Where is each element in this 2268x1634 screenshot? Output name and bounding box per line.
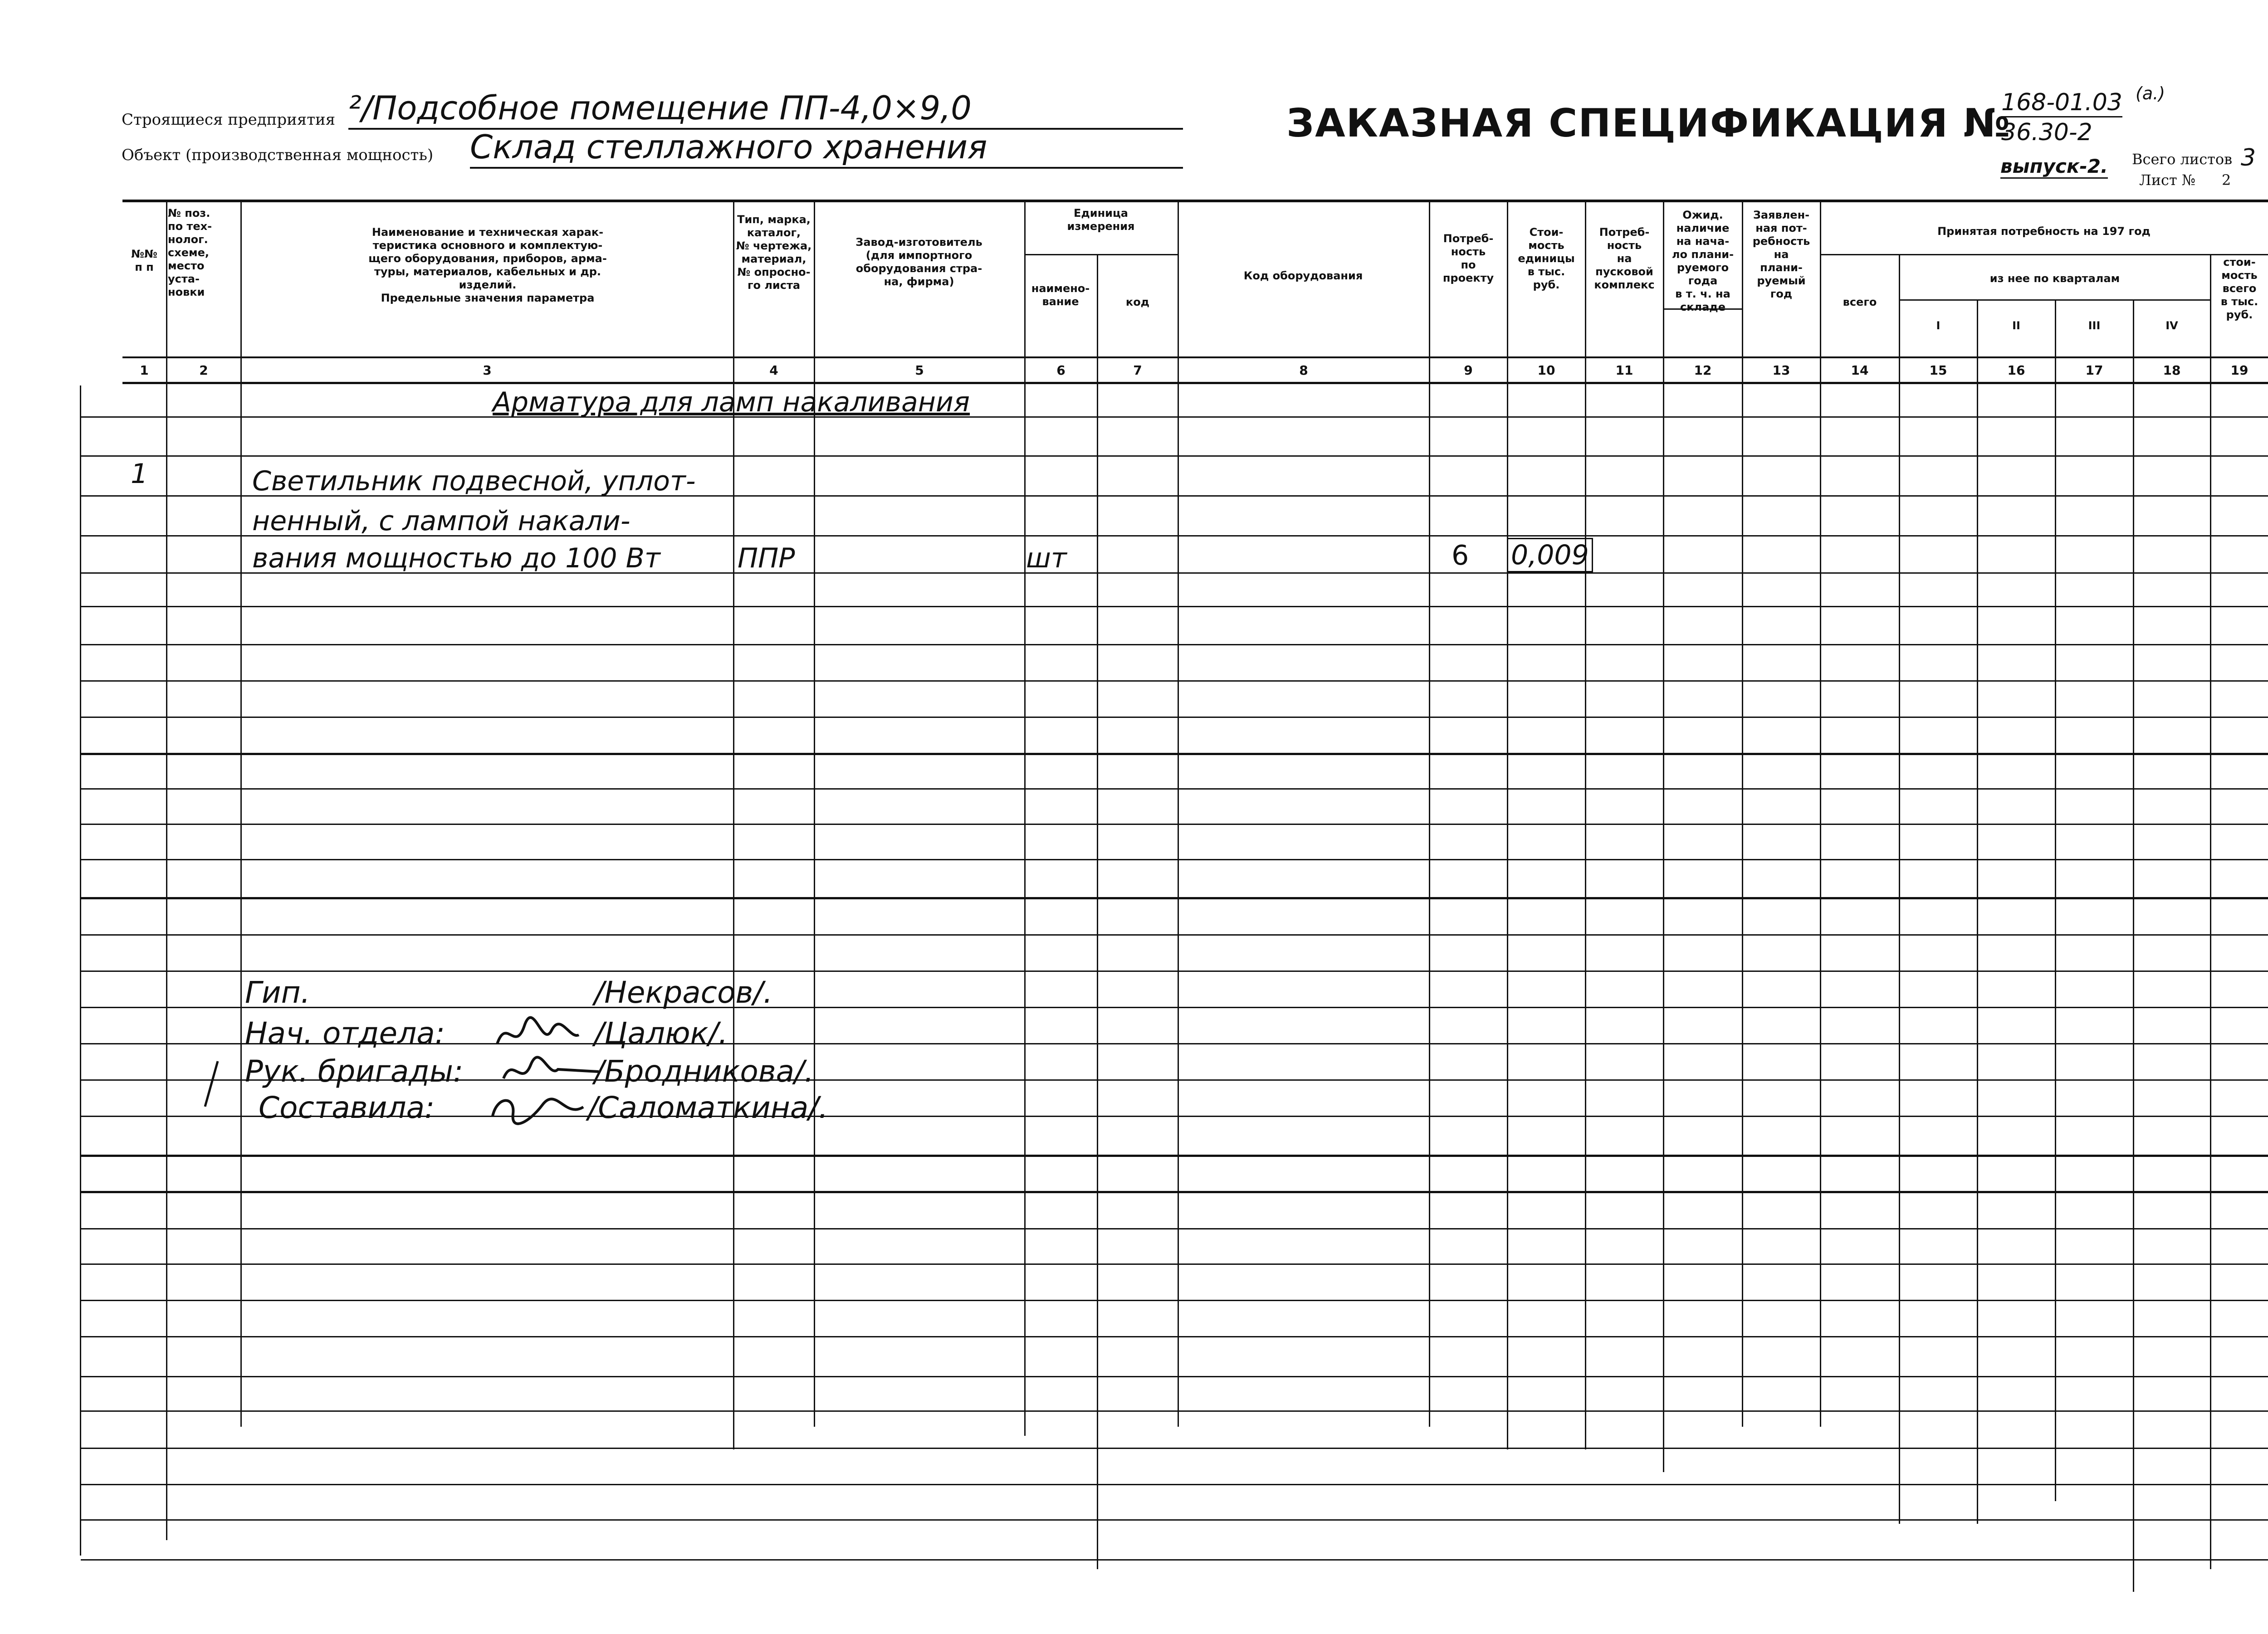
table-top-border [122,200,2268,202]
item-type: ППР [738,542,795,574]
quarters-group-line [1899,299,2210,301]
col-number-6: 6 [1056,363,1066,378]
col-divider-11 [1663,202,1664,1472]
spec-number-bottom: 36.30-2 [2001,119,2092,146]
item-name-line3: вания мощностью до 100 Вт [252,542,660,574]
object-value: Склад стеллажного хранения [470,128,1183,169]
table-rule [81,971,2268,972]
spec-number-top: 168-01.03 [2001,89,2122,117]
col-header-4: Тип, марка, каталог, № чертежа, материал, № опросно- го листа [736,213,812,292]
page-title: ЗАКАЗНАЯ СПЕЦИФИКАЦИЯ № [1286,101,2011,146]
col-header-8: Код оборудования [1243,269,1363,282]
table-rule [81,1519,2268,1521]
col-divider-5 [1024,202,1026,1436]
table-rule [81,788,2268,790]
col-header-7: код [1125,296,1150,308]
col-header-10: Стои- мость единицы в тыс. руб. [1518,226,1575,291]
signature-name-dept-head: /Цалюк/. [594,1016,728,1051]
signature-role-brigade-head: Рук. бригады: [245,1054,464,1089]
col-number-1: 1 [140,363,149,378]
object-label: Объект (производственная мощность) [122,146,434,164]
signature-name-gip: /Некрасов/. [594,975,773,1010]
item-name-line2: ненный, с лампой накали- [252,505,631,537]
col-divider-7 [1178,202,1179,1427]
item-name-line1: Светильник подвесной, уплот- [252,465,696,497]
col-header-11: Потреб- ность на пусковой комплекс [1594,226,1655,291]
signature-role-dept-head: Нач. отдела: [245,1016,445,1051]
total-sheets-label: Всего листов [2132,151,2233,168]
col-number-15: 15 [1929,363,1947,378]
table-rule [81,455,2268,457]
col-number-7: 7 [1133,363,1142,378]
col-number-14: 14 [1851,363,1869,378]
col-number-12: 12 [1694,363,1712,378]
col-number-4: 4 [769,363,778,378]
col-divider-17 [2133,299,2134,1592]
accepted-group-line [1820,254,2268,255]
table-rule [81,753,2268,755]
table-rule [81,1484,2268,1485]
table-rule [81,1300,2268,1301]
signature-name-compiler: /Саломаткина/. [588,1090,828,1125]
header-separator [122,356,2268,358]
table-rule [81,1191,2268,1193]
accepted-group-header: Принятая потребность на 197 год [1937,225,2151,238]
col-header-12: Ожид. наличие на нача- ло плани- руемого года в т. ч. на складе [1672,209,1734,313]
table-rule [81,824,2268,825]
col-number-9: 9 [1464,363,1473,378]
col-header-5: Завод-изготовитель (для импортного оборудования стра- на, фирма) [855,236,982,288]
col-header-16: II [2012,319,2020,332]
item-unit: шт [1026,542,1067,574]
col-number-13: 13 [1772,363,1790,378]
table-rule [81,1448,2268,1449]
signature-role-compiler: Составила: [259,1090,435,1125]
signature-role-gip: Гип. [245,975,310,1010]
item-cost: 0,009 [1507,538,1593,572]
col-divider-18 [2210,254,2211,1569]
table-rule [81,897,2268,899]
col-divider-15 [1977,299,1978,1524]
quarters-group-header: из нее по кварталам [1989,272,2120,285]
col-divider-13 [1820,202,1821,1427]
col-header-2: № поз. по тех- нолог. схеме, место уста- новки [168,207,212,298]
signature-name-brigade-head: /Бродникова/. [594,1054,814,1089]
table-rule [81,416,2268,418]
signature-mark-brigade-head [499,1051,603,1097]
colnum-separator [122,382,2268,384]
item-qty: 6 [1452,540,1469,571]
col-number-17: 17 [2085,363,2103,378]
table-rule [81,644,2268,645]
table-rule [81,1559,2268,1561]
col-number-10: 10 [1537,363,1555,378]
item-number: 1 [131,458,148,490]
unit-group-line [1024,254,1178,255]
table-rule [81,717,2268,718]
col-header-17: III [2088,319,2101,332]
col-header-14: всего [1843,296,1877,308]
table-rule [81,1155,2268,1157]
col-header-1: №№ п п [131,248,157,273]
col-number-3: 3 [483,363,492,378]
construction-label: Строящиеся предприятия [122,111,336,129]
table-rule [81,1336,2268,1337]
col-divider-8 [1429,202,1430,1427]
col-number-19: 19 [2230,363,2248,378]
col-header-15: I [1936,319,1941,332]
col-divider-16 [2055,299,2056,1501]
total-sheets-value: 3 [2241,144,2256,171]
col-divider-6 [1097,254,1098,1569]
signature-mark-compiler [488,1091,588,1132]
table-rule [81,680,2268,682]
table-rule [81,1228,2268,1229]
release-label: выпуск-2. [2000,155,2108,179]
table-rule [81,606,2268,607]
col-divider-9 [1507,202,1508,1449]
col-number-8: 8 [1299,363,1308,378]
col-header-6: наимено- вание [1031,282,1090,308]
col-header-3: Наименование и техническая харак- теристика основного и комплектую- щего оборудования, приборов, арма- туры, материалов, кабельных и др. изделий. Предельные значения параметра [368,226,607,304]
col-header-19: стои- мость всего в тыс. руб. [2220,256,2258,321]
col-number-18: 18 [2163,363,2181,378]
col-header-9: Потреб- ность по проекту [1442,232,1494,284]
col-divider-1 [166,202,167,1540]
col-header-13: Заявлен- ная пот- ребность на плани- руемый год [1752,209,1810,300]
col-number-16: 16 [2007,363,2025,378]
margin-mark [200,1057,227,1111]
sheet-value: 2 [2222,171,2231,189]
section-title: Арматура для ламп накаливания [493,386,970,418]
col-number-11: 11 [1615,363,1633,378]
table-rule [81,1376,2268,1377]
table-rule [81,934,2268,936]
col-number-5: 5 [915,363,924,378]
col-number-2: 2 [199,363,208,378]
col-divider-14 [1899,254,1900,1524]
col-divider-2 [240,202,242,1427]
table-rule [81,1007,2268,1008]
unit-group-header: Единица измерения [1067,207,1135,233]
table-rule [81,859,2268,860]
col-divider-10 [1585,202,1586,1449]
col-divider-4 [814,202,815,1427]
table-rule [81,1263,2268,1265]
col-divider-12 [1742,202,1743,1427]
construction-value: ²/Подсобное помещение ПП-4,0×9,0 [348,89,1183,130]
spec-number-suffix: (а.) [2136,83,2165,103]
col-header-18: IV [2165,319,2178,332]
sheet-label: Лист № [2139,171,2196,189]
table-rule [81,1410,2268,1412]
